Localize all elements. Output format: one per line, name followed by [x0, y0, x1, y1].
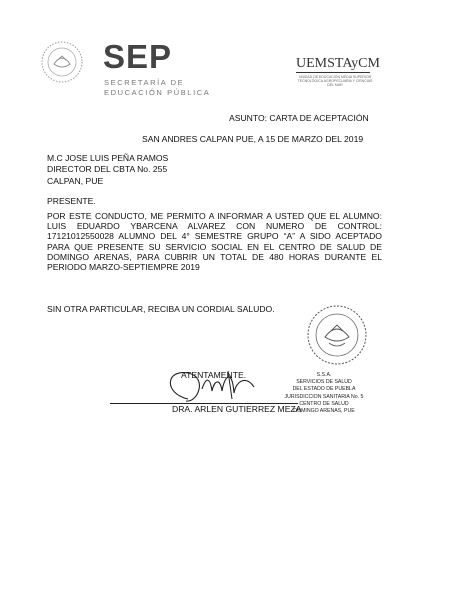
sep-subtitle-line2: EDUCACIÓN PÚBLICA: [104, 88, 211, 97]
atentamente-label: ATENTAMENTE.: [181, 370, 247, 380]
uems-logo: UEMSTAyCM: [296, 56, 380, 71]
sep-logo: SEP: [103, 38, 173, 75]
stamp-line: CENTRO DE SALUD: [299, 400, 349, 407]
sep-subtitle-line1: SECRETARÍA DE: [104, 78, 185, 87]
uems-divider: [296, 72, 370, 73]
uems-subtitle: UNIDAD DE EDUCACIÓN MEDIA SUPERIOR TECNOLÓGICA AGROPECUARIA Y CIENCIAS DEL MAR: [297, 75, 373, 87]
closing-line: SIN OTRA PARTICULAR, RECIBA UN CORDIAL SALUDO.: [47, 304, 275, 314]
recipient-place: CALPAN, PUE: [47, 176, 104, 186]
government-seal-icon: [40, 40, 84, 84]
stamp-line: SERVICIOS DE SALUD: [296, 379, 352, 386]
salutation: PRESENTE.: [47, 196, 96, 206]
stamp-line: JURISDICCION SANITARIA No. 5: [284, 393, 364, 400]
recipient-title: DIRECTOR DEL CBTA No. 255: [47, 164, 168, 174]
stamp-line: S.S.A.: [316, 372, 332, 378]
subject-line: ASUNTO: CARTA DE ACEPTACIÓN: [229, 113, 369, 123]
letter-body: POR ESTE CONDUCTO, ME PERMITO A INFORMAR A USTED QUE EL ALUMNO: LUIS EDUARDO YBARCENA ALVAREZ CON NUMERO DE CONTROL: 17121012550028 ALUMNO DEL 4° SEMESTRE GRUPO “A” A SIDO ACEPTADO PARA QUE PRESENTE SU SERVICIO SOCIAL EN EL CENTRO DE SALUD DE DOMINGO ARENAS, PARA CUBRIR UN TOTAL DE 480 HORAS DURANTE EL PERIODO MARZO-SEPTIEMPRE 2019: [47, 211, 382, 273]
signer-name: DRA. ARLEN GUTIERREZ MEZA: [172, 404, 302, 414]
stamp-line: DOMINGO ARENAS, PUE: [293, 408, 355, 415]
place-date-line: SAN ANDRES CALPAN PUE, A 15 DE MARZO DEL 2019: [142, 134, 364, 144]
stamp-line: DEL ESTADO DE PUEBLA: [292, 386, 356, 393]
recipient-name: M.C JOSE LUIS PEÑA RAMOS: [47, 153, 169, 163]
official-stamp-icon: [305, 303, 369, 367]
